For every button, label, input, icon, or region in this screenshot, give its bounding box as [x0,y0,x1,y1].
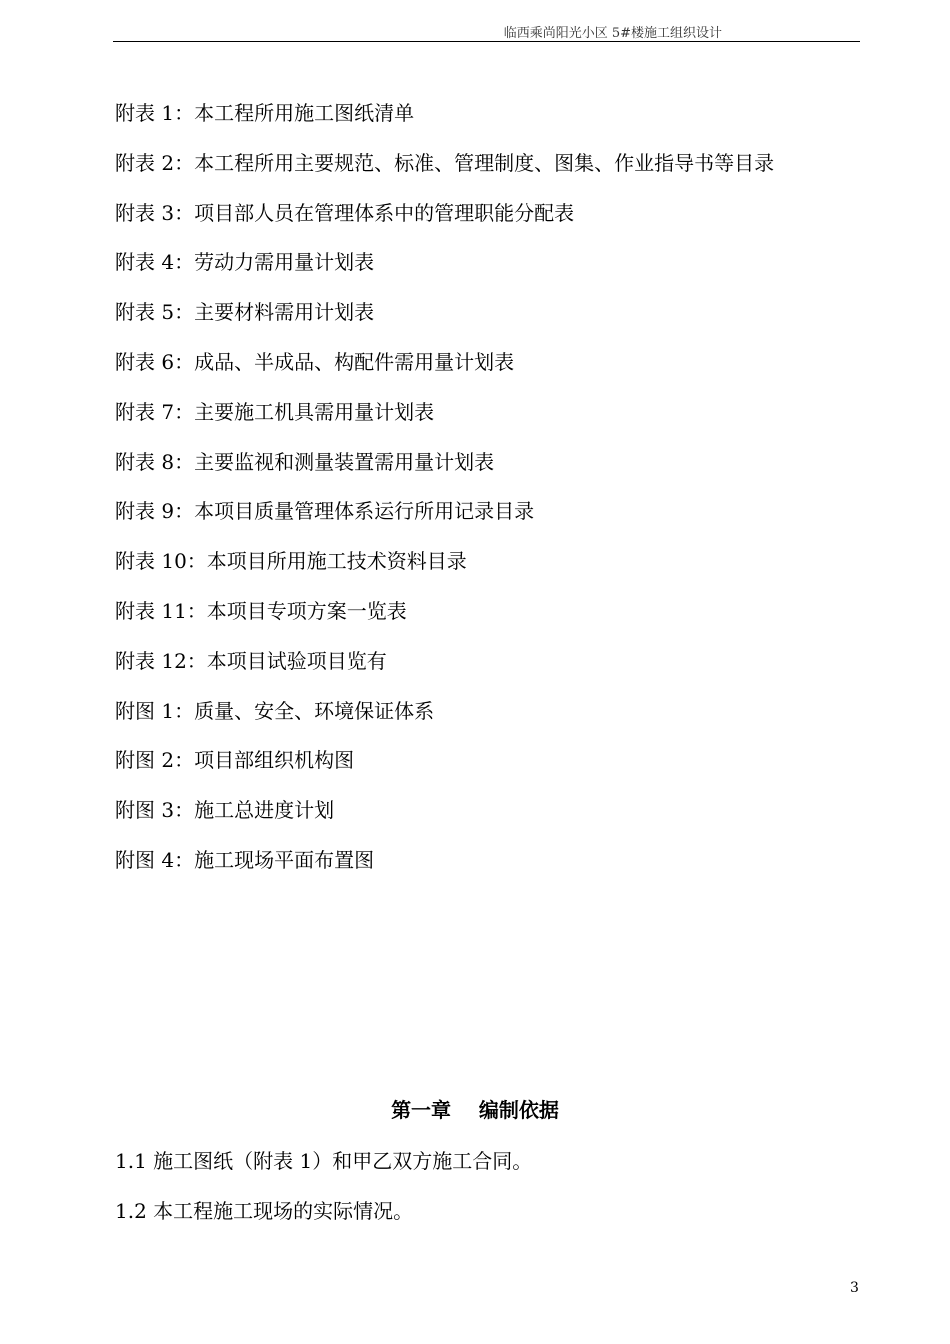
appendix-item: 附表 9：本项目质量管理体系运行所用记录目录 [115,499,535,524]
appendix-item: 附表 1：本工程所用施工图纸清单 [115,101,415,125]
section-1-1: 1.1 施工图纸（附表 1）和甲乙双方施工合同。 [115,1149,533,1173]
appendix-item: 附表 3：项目部人员在管理体系中的管理职能分配表 [115,200,575,225]
appendix-item: 附表 4：劳动力需用量计划表 [115,250,375,275]
appendix-list [115,96,774,893]
appendix-item: 附表 2：本工程所用主要规范、标准、管理制度、图集、作业指导书等目录 [115,150,775,175]
appendix-item: 附表 5：主要材料需用计划表 [115,300,375,325]
appendix-item: 附表 8：主要监视和测量装置需用量计划表 [115,449,495,474]
page-header-title: 临西乘尚阳光小区 5#楼施工组织设计 [503,26,722,41]
appendix-item: 附表 7：主要施工机具需用量计划表 [115,399,435,424]
appendix-item: 附图 2：项目部组织机构图 [115,748,355,773]
appendix-item: 附图 3：施工总进度计划 [115,798,335,823]
appendix-item: 附表 6：成品、半成品、构配件需用量计划表 [115,349,515,374]
appendix-item: 附图 4：施工现场平面布置图 [115,847,375,872]
section-1-2: 1.2 本工程施工现场的实际情况。 [115,1199,414,1223]
appendix-item: 附表 10：本项目所用施工技术资料目录 [115,549,467,574]
page-number: 3 [850,1280,859,1296]
chapter-title: 第一章 编制依据 [391,1098,559,1122]
header-divider [113,41,860,42]
appendix-item: 附图 1：质量、安全、环境保证体系 [115,698,435,723]
appendix-item: 附表 11：本项目专项方案一览表 [115,598,407,623]
appendix-item: 附表 12：本项目试验项目览有 [115,648,387,673]
